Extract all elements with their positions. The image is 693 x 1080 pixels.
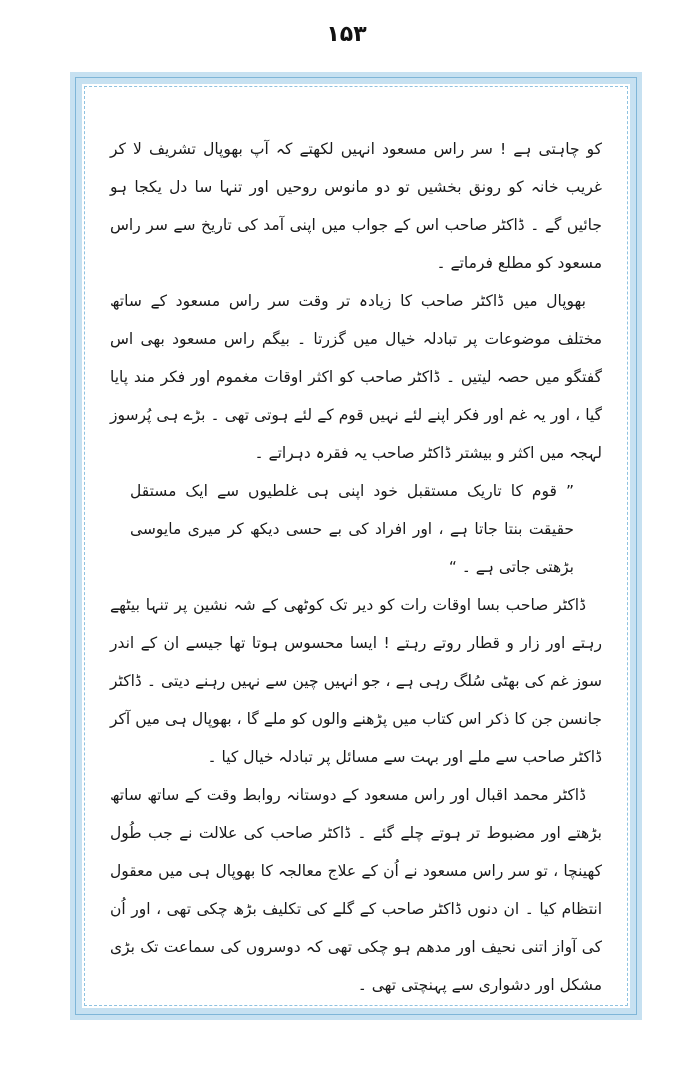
paragraph-2: بھوپال میں ڈاکٹر صاحب کا زیادہ تر وقت سر راس مسعود کے ساتھ مختلف موضوعات پر تبادلہ خیال میں گزرتا ۔ بیگم راس مسعود بھی اس گفتگو میں حصہ لیتیں ۔ ڈاکٹر صاحب کو اکثر اوقات مغموم اور فکر مند پایا گیا ، اور یہ غم اور فکر اپنے لئے نہیں قوم کے لئے ہوتی تھی ۔ بڑے ہی پُرسوز لہجہ میں اکثر و بیشتر ڈاکٹر صاحب یہ فقرہ دہراتے ۔ xyxy=(110,292,602,462)
page-body xyxy=(110,130,602,994)
page-number: ۱۵۳ xyxy=(326,22,367,47)
paragraph-4: ڈاکٹر محمد اقبال اور راس مسعود کے دوستانہ روابط وقت کے ساتھ ساتھ بڑھتے اور مضبوط تر ہوتے چلے گئے ۔ ڈاکٹر صاحب کی علالت نے جب طُول کھینچا ، تو سر راس مسعود نے اُن کے علاج معالجہ کا بھوپال ہی میں معقول انتظام کیا ۔ ان دنوں ڈاکٹر صاحب کے گلے کی تکلیف بڑھ چکی تھی ، اور اُن کی آواز اتنی نحیف اور مدھم ہو چکی تھی کہ دوسروں کی سماعت تک بڑی مشکل اور دشواری سے پہنچتی تھی ۔ xyxy=(110,786,602,994)
paragraph-1: کو چاہتی ہے ! سر راس مسعود انہیں لکھتے کہ آپ بھوپال تشریف لا کر غریب خانہ کو رونق بخشیں تو دو مانوس روحیں اور تنہا سا دل یکجا ہو جائیں گے ۔ ڈاکٹر صاحب اس کے جواب میں اپنی آمد کی تاریخ سے سر راس مسعود کو مطلع فرماتے ۔ xyxy=(110,140,602,272)
quote-paragraph: ” قوم کا تاریک مستقبل خود اپنی ہی غلطیوں سے ایک مستقل حقیقت بنتا جاتا ہے ، اور افراد کی بے حسی دیکھ کر میری مایوسی بڑھتی جاتی ہے ۔ “ xyxy=(130,482,574,576)
decorative-border-frame xyxy=(70,72,642,1020)
paragraph-3: ڈاکٹر صاحب بسا اوقات رات کو دیر تک کوٹھی کے شہ نشین پر تنہا بیٹھے رہتے اور زار و قطار روتے رہتے ! ایسا محسوس ہوتا تھا جیسے ان کے اندر سوز غم کی بھٹی سُلگ رہی ہے ، جو انہیں چین سے نہیں رہنے دیتی ۔ ڈاکٹر جانسن جن کا ذکر اس کتاب میں پڑھنے والوں کو ملے گا ، بھوپال ہی میں آکر ڈاکٹر صاحب سے ملے اور بہت سے مسائل پر تبادلہ خیال کیا ۔ xyxy=(110,596,602,766)
